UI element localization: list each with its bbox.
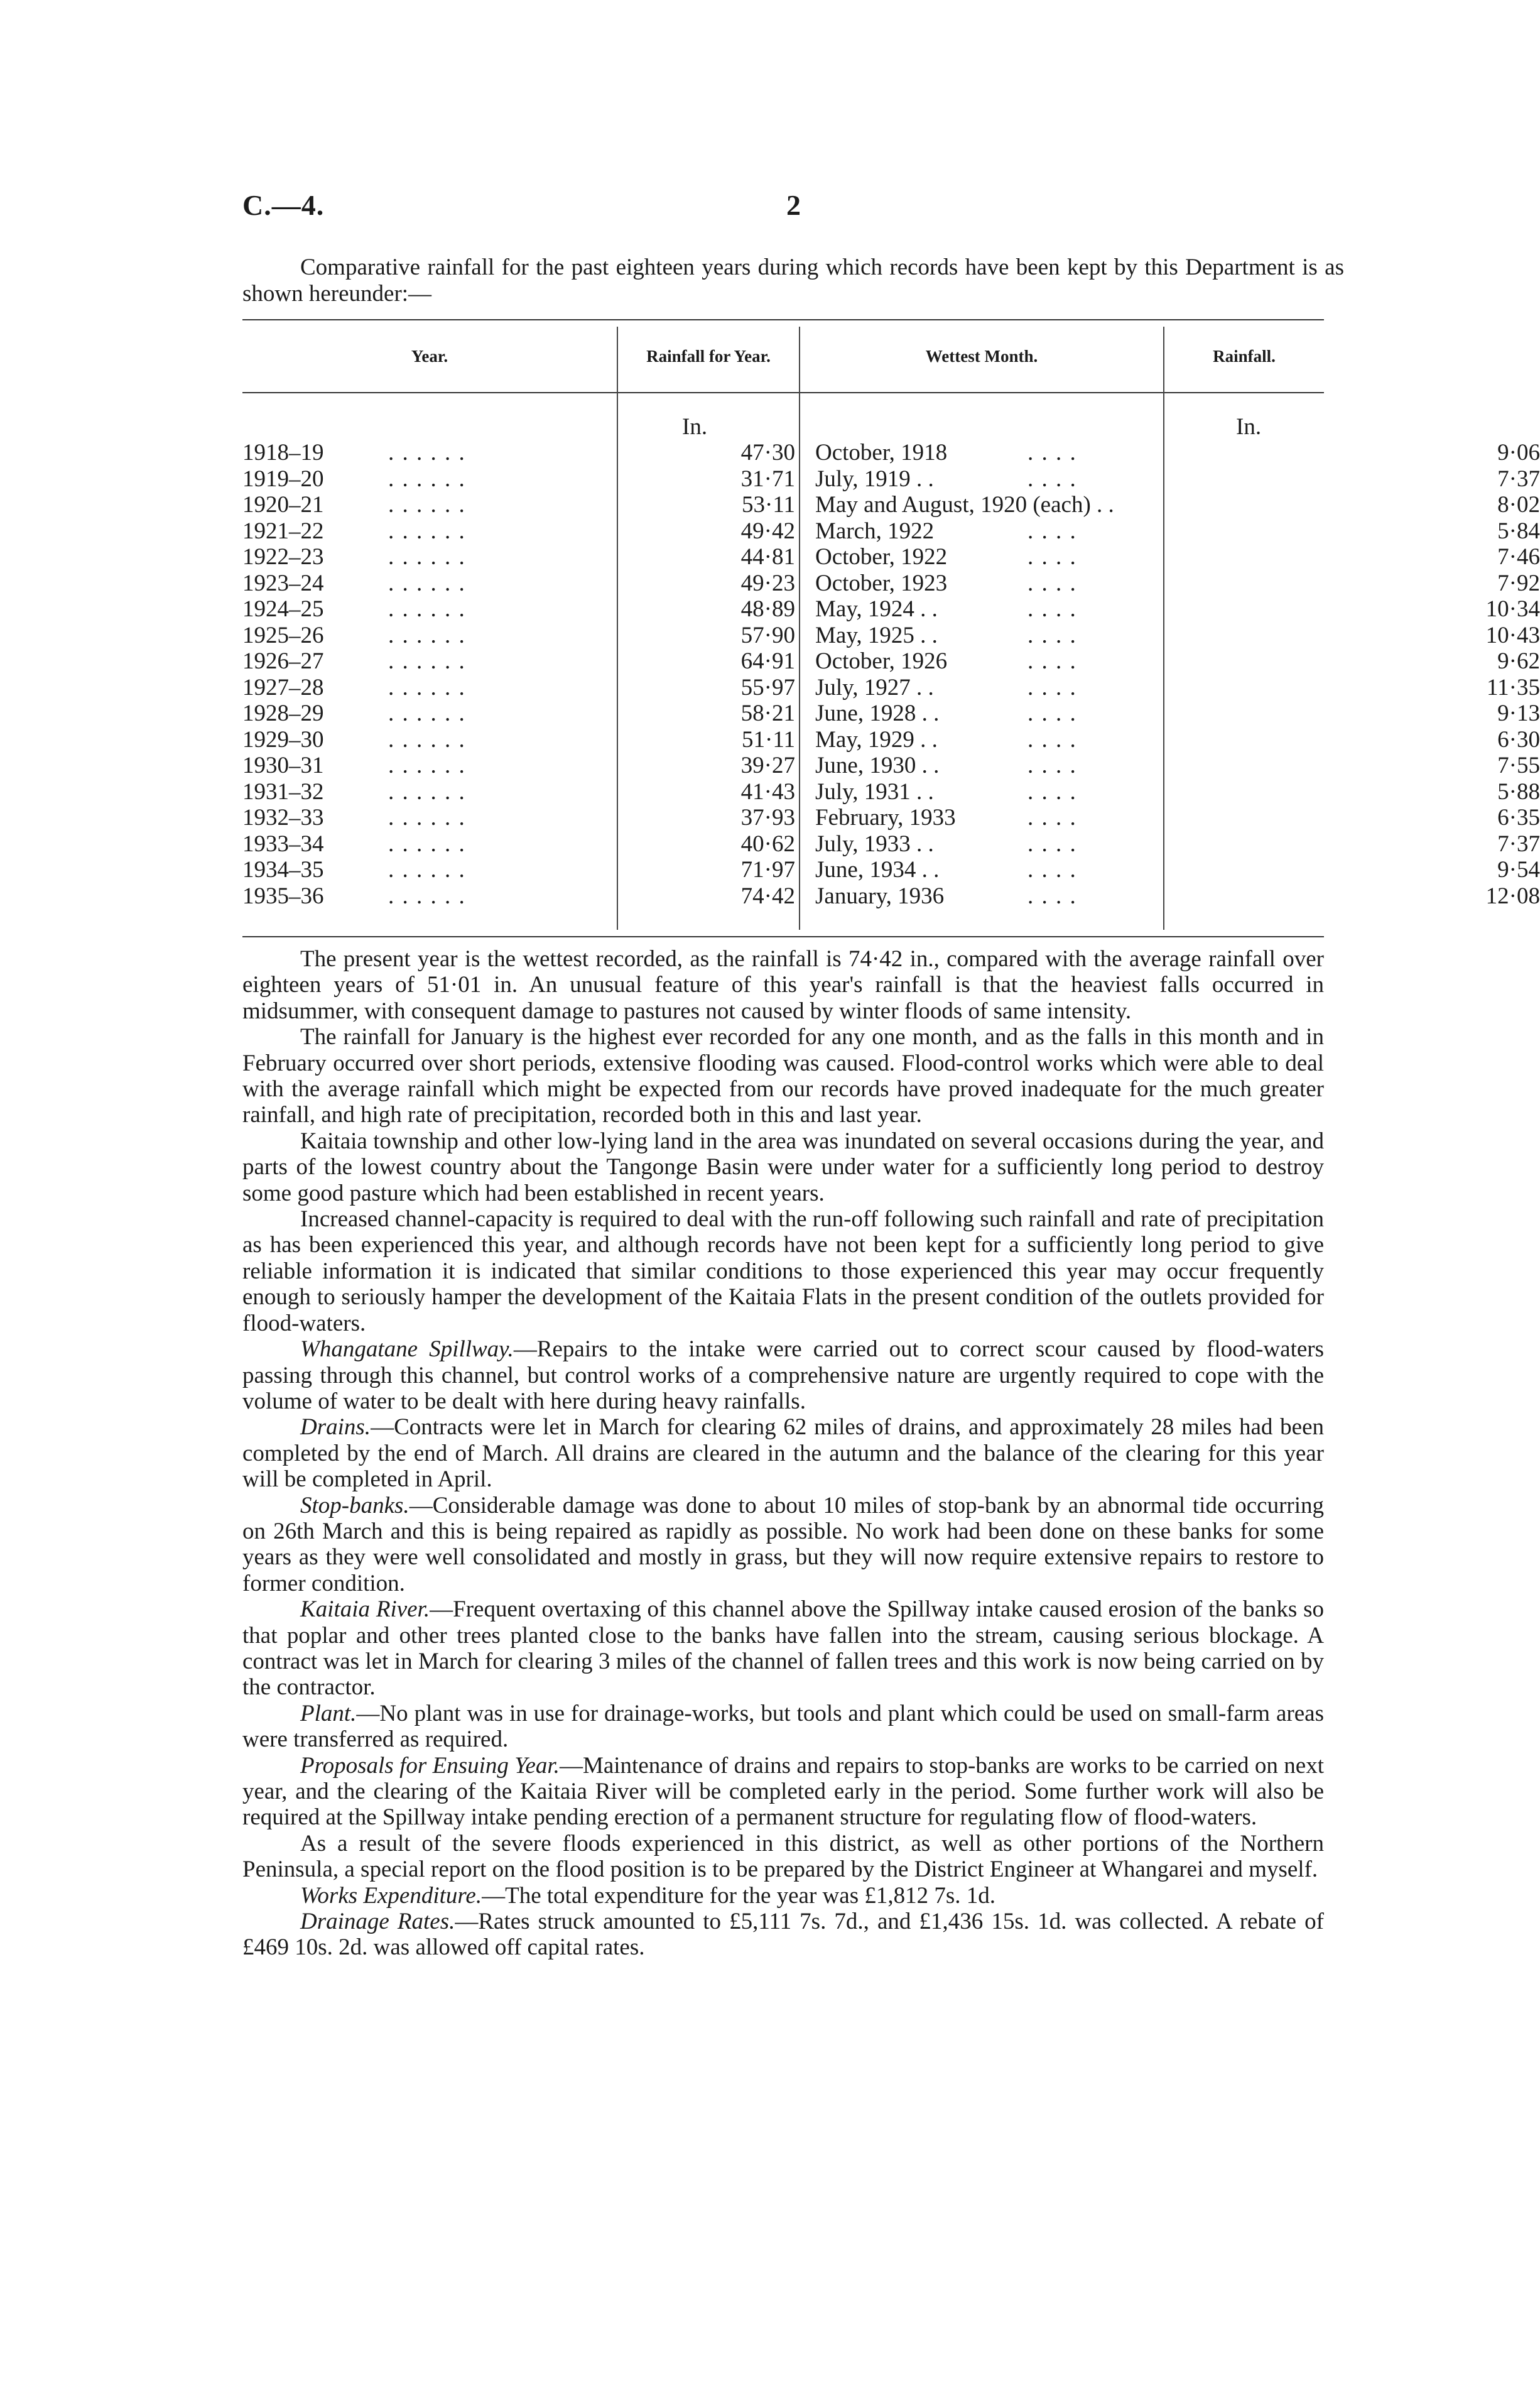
cell-year: 1935–36 <box>242 883 324 909</box>
leader-dots: . . . . . . <box>388 753 466 778</box>
paragraph-text: —Rates struck amounted to £5,111 7s. 7d., and £1,436 15s. 1d. was collected. A rebate of £469 10s. 2d. was allowed off capital rates. <box>242 1909 1324 1961</box>
cell-rainfall-month: 8·02 <box>1497 492 1540 518</box>
leader-dots: . . . . . . <box>388 778 466 805</box>
paragraph-title: Whangatane Spillway. <box>300 1336 514 1363</box>
cell-rainfall-year: 57·90 <box>740 622 795 648</box>
paragraph-text: —The total expenditure for the year was £1,812 7s. 1d. <box>482 1882 995 1909</box>
report-body <box>242 946 1324 1961</box>
cell-wettest-month: February, 1933 <box>815 805 956 831</box>
leader-dots: . . . . . . <box>388 674 466 700</box>
cell-rainfall-year: 31·71 <box>740 466 795 492</box>
table-row <box>242 700 1540 727</box>
cell-year: 1918–19 <box>242 440 324 466</box>
leader-dots: . . . . <box>1028 570 1077 596</box>
leader-dots: . . . . <box>1028 466 1077 492</box>
cell-wettest-month: July, 1933 . . <box>815 831 934 857</box>
unit-label-year: In. <box>682 414 708 440</box>
cell-rainfall-month: 7·37 <box>1497 831 1540 857</box>
cell-wettest-month: March, 1922 <box>815 518 935 544</box>
paragraph <box>242 1493 1324 1597</box>
cell-rainfall-year: 41·43 <box>740 778 795 805</box>
cell-rainfall-month: 7·92 <box>1497 570 1540 596</box>
paragraph <box>242 1909 1324 1961</box>
header-wettest-month: Wettest Month. <box>925 347 1038 366</box>
cell-wettest-month: June, 1928 . . <box>815 700 940 726</box>
cell-wettest-month: January, 1936 <box>815 883 945 909</box>
cell-wettest-month: July, 1931 . . <box>815 778 934 805</box>
cell-rainfall-month: 12·08 <box>1485 883 1540 909</box>
leader-dots: . . . . . . <box>388 883 466 909</box>
paragraph: Kaitaia township and other low-lying land in the area was inundated on several occasions during the year, and parts of the lowest country about the Tangonge Basin were under water for a sufficiently long period to destroy some good pasture which had been established in recent years. <box>242 1128 1324 1206</box>
cell-year: 1923–24 <box>242 570 324 596</box>
leader-dots: . . . . . . <box>388 831 466 857</box>
cell-rainfall-year: 74·42 <box>740 883 795 909</box>
leader-dots: . . . . <box>1028 726 1077 753</box>
table-row <box>242 857 1540 883</box>
cell-wettest-month: October, 1918 <box>815 440 948 466</box>
leader-dots: . . . . . . <box>388 492 466 518</box>
cell-wettest-month: May, 1929 . . <box>815 726 938 753</box>
cell-rainfall-month: 6·30 <box>1497 726 1540 753</box>
paragraph <box>242 1414 1324 1492</box>
leader-dots: . . . . <box>1028 440 1077 466</box>
cell-year: 1919–20 <box>242 466 324 492</box>
paragraph-title: Drainage Rates. <box>300 1909 455 1935</box>
table-row <box>242 570 1540 597</box>
table-top-rule <box>242 319 1324 320</box>
cell-year: 1934–35 <box>242 857 324 883</box>
cell-rainfall-year: 64·91 <box>740 648 795 674</box>
cell-rainfall-month: 7·55 <box>1497 753 1540 778</box>
cell-year: 1920–21 <box>242 492 324 518</box>
table-bottom-rule <box>242 936 1324 937</box>
paragraph-title: Drains. <box>300 1414 371 1441</box>
cell-rainfall-year: 49·23 <box>740 570 795 596</box>
cell-rainfall-month: 5·88 <box>1497 778 1540 805</box>
cell-rainfall-year: 40·62 <box>740 831 795 857</box>
cell-wettest-month: October, 1923 <box>815 570 948 596</box>
leader-dots: . . . . . . <box>388 570 466 596</box>
table-body <box>242 440 1540 909</box>
leader-dots: . . . . <box>1028 518 1077 544</box>
table-row <box>242 674 1540 701</box>
cell-rainfall-month: 9·13 <box>1497 700 1540 726</box>
cell-year: 1927–28 <box>242 674 324 700</box>
table-row <box>242 622 1540 649</box>
cell-rainfall-month: 5·84 <box>1497 518 1540 544</box>
cell-rainfall-year: 39·27 <box>740 753 795 778</box>
paragraph <box>242 1753 1324 1831</box>
cell-rainfall-month: 11·35 <box>1487 674 1540 700</box>
cell-wettest-month: July, 1919 . . <box>815 466 934 492</box>
table-row <box>242 753 1540 779</box>
cell-year: 1921–22 <box>242 518 324 544</box>
cell-year: 1926–27 <box>242 648 324 674</box>
paragraph-title: Works Expenditure. <box>300 1882 482 1909</box>
document-reference: C.—4. <box>242 189 325 221</box>
table-row <box>242 883 1540 910</box>
cell-wettest-month: May, 1925 . . <box>815 622 938 648</box>
header-rainfall-year: Rainfall for Year. <box>646 347 771 366</box>
paragraph-text: —No plant was in use for drainage-works, but tools and plant which could be used on small-farm areas were transferred as required. <box>242 1700 1324 1753</box>
table-row <box>242 778 1540 805</box>
table-header-rule <box>242 392 1324 393</box>
cell-rainfall-year: 58·21 <box>740 700 795 726</box>
cell-rainfall-month: 9·06 <box>1497 440 1540 466</box>
paragraph-title: Kaitaia River. <box>300 1596 430 1623</box>
leader-dots: . . . . . . <box>388 518 466 544</box>
leader-dots: . . . . . . <box>388 622 466 648</box>
cell-rainfall-year: 47·30 <box>740 440 795 466</box>
leader-dots: . . . . <box>1028 648 1077 674</box>
header-rainfall: Rainfall. <box>1213 347 1276 366</box>
table-row <box>242 726 1540 753</box>
paragraph-text: —Repairs to the intake were carried out to correct scour caused by flood-waters passing through this channel, but control works of a comprehensive nature are urgently required to cope with the volume of water to be dealt with here during heavy rainfalls. <box>242 1336 1324 1414</box>
cell-year: 1929–30 <box>242 726 324 753</box>
unit-label-month: In. <box>1236 414 1262 440</box>
table-row <box>242 466 1540 493</box>
cell-year: 1924–25 <box>242 596 324 622</box>
cell-year: 1933–34 <box>242 831 324 857</box>
cell-rainfall-year: 51·11 <box>742 726 795 753</box>
paragraph <box>242 1883 1324 1909</box>
cell-year: 1931–32 <box>242 778 324 805</box>
leader-dots: . . . . <box>1028 622 1077 648</box>
leader-dots: . . . . <box>1028 596 1077 622</box>
table-row <box>242 518 1540 545</box>
cell-rainfall-year: 71·97 <box>740 857 795 883</box>
table-row <box>242 648 1540 675</box>
page-header <box>242 188 1344 226</box>
leader-dots: . . . . . . <box>388 440 466 466</box>
cell-rainfall-month: 9·62 <box>1497 648 1540 674</box>
paragraph-title: Plant. <box>300 1700 357 1726</box>
leader-dots: . . . . . . <box>388 726 466 753</box>
intro-text: Comparative rainfall for the past eighteen years during which records have been kept by this Department is as shown hereunder:— <box>242 254 1344 307</box>
leader-dots: . . . . <box>1028 805 1077 831</box>
cell-year: 1932–33 <box>242 805 324 831</box>
paragraph <box>242 1701 1324 1753</box>
leader-dots: . . . . . . <box>388 466 466 492</box>
cell-rainfall-year: 49·42 <box>740 518 795 544</box>
paragraph-title: Proposals for Ensuing Year. <box>300 1752 560 1779</box>
leader-dots: . . . . <box>1028 831 1077 857</box>
paragraph <box>242 1336 1324 1414</box>
cell-wettest-month: July, 1927 . . <box>815 674 934 700</box>
cell-rainfall-month: 7·46 <box>1497 544 1540 570</box>
leader-dots: . . . . . . <box>388 700 466 726</box>
leader-dots: . . . . <box>1028 544 1077 570</box>
table-row <box>242 805 1540 831</box>
cell-year: 1925–26 <box>242 622 324 648</box>
cell-year: 1928–29 <box>242 700 324 726</box>
paragraph-title: Stop-banks. <box>300 1492 409 1518</box>
leader-dots: . . . . <box>1028 753 1077 778</box>
intro-paragraph <box>242 254 1344 307</box>
cell-rainfall-month: 9·54 <box>1497 857 1540 883</box>
cell-wettest-month: June, 1930 . . <box>815 753 940 778</box>
leader-dots: . . . . . . <box>388 805 466 831</box>
paragraph: The rainfall for January is the highest ever recorded for any one month, and as the falls in this month and in February occurred over short periods, extensive flooding was caused. Flood-control works which were able to deal with the average rainfall which might be expected from our records have proved inadequate for the much greater rainfall, and high rate of precipitation, recorded both in this and last year. <box>242 1024 1324 1128</box>
cell-wettest-month: May, 1924 . . <box>815 596 938 622</box>
cell-rainfall-month: 7·37 <box>1497 466 1540 492</box>
leader-dots: . . . . <box>1028 778 1077 805</box>
leader-dots: . . . . <box>1028 700 1077 726</box>
leader-dots: . . . . . . <box>388 857 466 883</box>
paragraph-text: —Considerable damage was done to about 10 miles of stop-bank by an abnormal tide occurring on 26th March and this is being repaired as rapidly as possible. No work had been done on these banks for some years as they were well consolidated and mostly in grass, but they will now require extensive repairs to restore to former condition. <box>242 1492 1324 1596</box>
leader-dots: . . . . . . <box>388 596 466 622</box>
table-row <box>242 544 1540 570</box>
leader-dots: . . . . <box>1028 674 1077 700</box>
table-row <box>242 831 1540 858</box>
cell-rainfall-month: 10·43 <box>1485 622 1540 648</box>
cell-rainfall-year: 37·93 <box>740 805 795 831</box>
paragraph-text: —Contracts were let in March for clearing 62 miles of drains, and approximately 28 miles had been completed by the end of March. All drains are cleared in the autumn and the balance of the clearing for this year will be completed in April. <box>242 1414 1324 1493</box>
cell-wettest-month: October, 1922 <box>815 544 948 570</box>
paragraph: The present year is the wettest recorded, as the rainfall is 74·42 in., compared with the average rainfall over eighteen years of 51·01 in. An unusual feature of this year's rainfall is that the heaviest falls occurred in midsummer, with consequent damage to pastures not caused by winter floods of same intensity. <box>242 946 1324 1024</box>
paragraph: Increased channel-capacity is required to deal with the run-off following such rainfall and rate of precipitation as has been experienced this year, and although records have not been kept for a sufficiently long period to give reliable information it is indicated that similar conditions to those experienced this year may occur frequently enough to seriously hamper the development of the Kaitaia Flats in the present condition of the outlets provided for flood-waters. <box>242 1206 1324 1336</box>
paragraph-text: —Frequent overtaxing of this channel above the Spillway intake caused erosion of the banks so that poplar and other trees planted close to the banks have fallen into the stream, causing serious blockage. A contract was let in March for clearing 3 miles of the channel of fallen trees and this work is now being carried on by the contractor. <box>242 1596 1325 1701</box>
cell-wettest-month: October, 1926 <box>815 648 948 674</box>
paragraph <box>242 1596 1324 1701</box>
cell-rainfall-year: 44·81 <box>740 544 795 570</box>
leader-dots: . . . . . . <box>388 544 466 570</box>
table-row <box>242 492 1540 518</box>
cell-rainfall-year: 53·11 <box>742 492 795 518</box>
paragraph: As a result of the severe floods experienced in this district, as well as other portions of the Northern Peninsula, a special report on the flood position is to be prepared by the District Engineer at Whangarei and myself. <box>242 1830 1324 1883</box>
cell-rainfall-month: 6·35 <box>1497 805 1540 831</box>
table-row <box>242 440 1540 466</box>
cell-year: 1922–23 <box>242 544 324 570</box>
page-number: 2 <box>786 189 801 221</box>
table-row <box>242 596 1540 623</box>
cell-rainfall-year: 48·89 <box>740 596 795 622</box>
leader-dots: . . . . . . <box>388 648 466 674</box>
leader-dots: . . . . <box>1028 857 1077 883</box>
paragraph-text: —Maintenance of drains and repairs to stop-banks are works to be carried on next year, and the clearing of the Kaitaia River will be completed early in the period. Some further work will also be required at the Spillway intake pending erection of a permanent structure for regulating flow of flood-waters. <box>242 1752 1324 1831</box>
cell-wettest-month: May and August, 1920 (each) . . <box>815 492 1114 518</box>
cell-rainfall-year: 55·97 <box>740 674 795 700</box>
cell-wettest-month: June, 1934 . . <box>815 857 940 883</box>
cell-rainfall-month: 10·34 <box>1485 596 1540 622</box>
header-year: Year. <box>411 347 448 366</box>
cell-year: 1930–31 <box>242 753 324 778</box>
leader-dots: . . . . <box>1028 883 1077 909</box>
